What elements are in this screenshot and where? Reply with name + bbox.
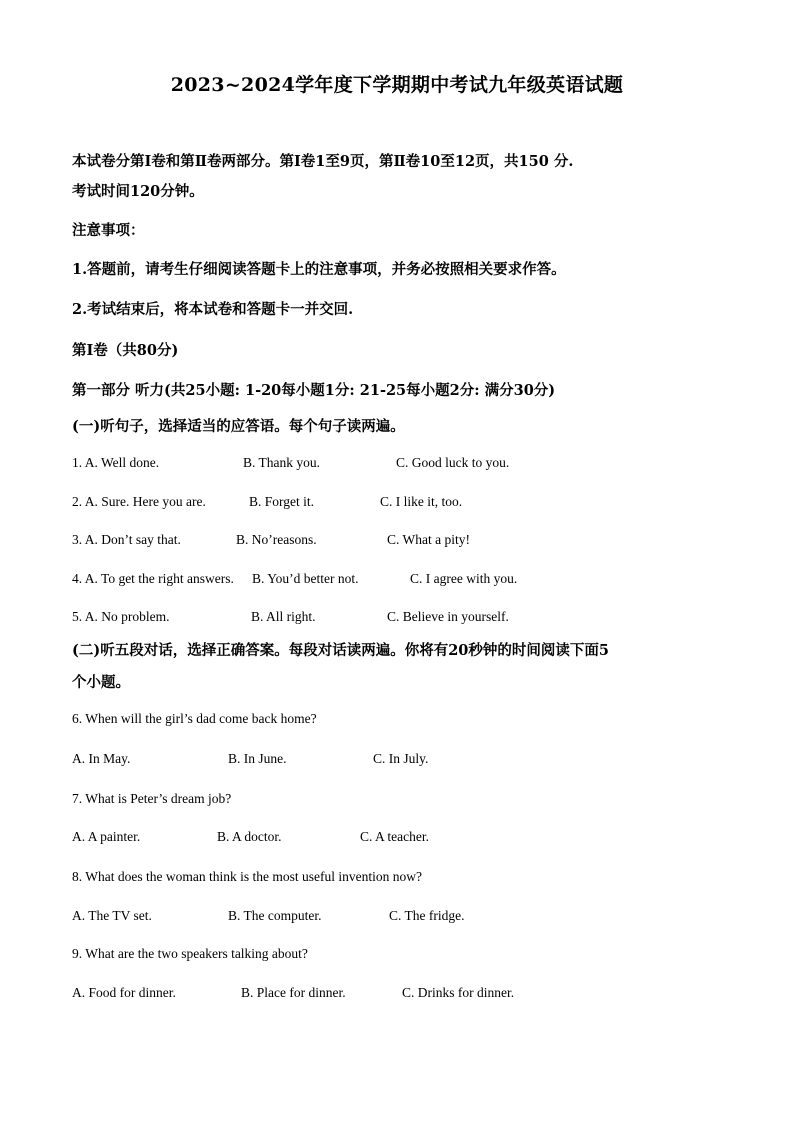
q5-option-c: C. Believe in yourself. — [387, 609, 509, 624]
q6-option-b: B. In June. — [228, 751, 287, 766]
section-2-heading-line-2: 个小题。 — [72, 674, 130, 691]
q5-option-b: B. All right. — [251, 609, 316, 624]
q4-option-c: C. I agree with you. — [410, 571, 518, 586]
q6-question: 6. When will the girl’s dad come back home? — [72, 711, 317, 726]
intro-line-1: 本试卷分第Ⅰ卷和第Ⅱ卷两部分。第Ⅰ卷1至9页，第Ⅱ卷10至12页，共150 分. — [72, 153, 574, 170]
q8-option-c: C. The fridge. — [389, 908, 465, 923]
q1-option-c: C. Good luck to you. — [396, 455, 510, 470]
q8-option-b: B. The computer. — [228, 908, 322, 923]
q8-question: 8. What does the woman think is the most useful invention now? — [72, 869, 422, 884]
q3-option-a: 3. A. Don’t say that. — [72, 532, 181, 547]
q7-option-c: C. A teacher. — [360, 829, 429, 844]
q9-option-c: C. Drinks for dinner. — [402, 985, 515, 1000]
volume-1-heading: 第Ⅰ卷（共80分) — [72, 342, 179, 359]
q8-option-a: A. The TV set. — [72, 908, 152, 923]
q9-option-b: B. Place for dinner. — [241, 985, 346, 1000]
q7-option-b: B. A doctor. — [217, 829, 282, 844]
q7-option-a: A. A painter. — [72, 829, 141, 844]
q4-option-a: 4. A. To get the right answers. — [72, 571, 234, 586]
q2-option-b: B. Forget it. — [249, 494, 315, 509]
q5-option-a: 5. A. No problem. — [72, 609, 170, 624]
q2-option-c: C. I like it, too. — [380, 494, 463, 509]
section-2-heading-line-1: (二)听五段对话，选择正确答案。每段对话读两遍。你将有20秒钟的时间阅读下面5 — [72, 642, 609, 659]
q3-option-c: C. What a pity! — [387, 532, 470, 547]
q6-option-a: A. In May. — [72, 751, 131, 766]
notice-item-1: 1.答题前，请考生仔细阅读答题卡上的注意事项，并务必按照相关要求作答。 — [72, 261, 566, 278]
exam-title: 2023~2024学年度下学期期中考试九年级英语试题 — [170, 74, 624, 96]
q1-option-a: 1. A. Well done. — [72, 455, 160, 470]
q2-option-a: 2. A. Sure. Here you are. — [72, 494, 206, 509]
notice-item-2: 2.考试结束后，将本试卷和答题卡一并交回. — [72, 301, 354, 318]
q6-option-c: C. In July. — [373, 751, 429, 766]
q4-option-b: B. You’d better not. — [252, 571, 359, 586]
q9-option-a: A. Food for dinner. — [72, 985, 176, 1000]
intro-line-2: 考试时间120分钟。 — [72, 183, 204, 200]
q3-option-b: B. No’reasons. — [236, 532, 317, 547]
q7-question: 7. What is Peter’s dream job? — [72, 791, 232, 806]
q1-option-b: B. Thank you. — [243, 455, 320, 470]
q9-question: 9. What are the two speakers talking about? — [72, 946, 308, 961]
part-1-heading: 第一部分 听力(共25小题: 1-20每小题1分: 21-25每小题2分: 满分30分) — [72, 382, 556, 399]
section-1-heading: (一)听句子，选择适当的应答语。每个句子读两遍。 — [72, 418, 405, 435]
notice-heading: 注意事项： — [72, 222, 145, 239]
